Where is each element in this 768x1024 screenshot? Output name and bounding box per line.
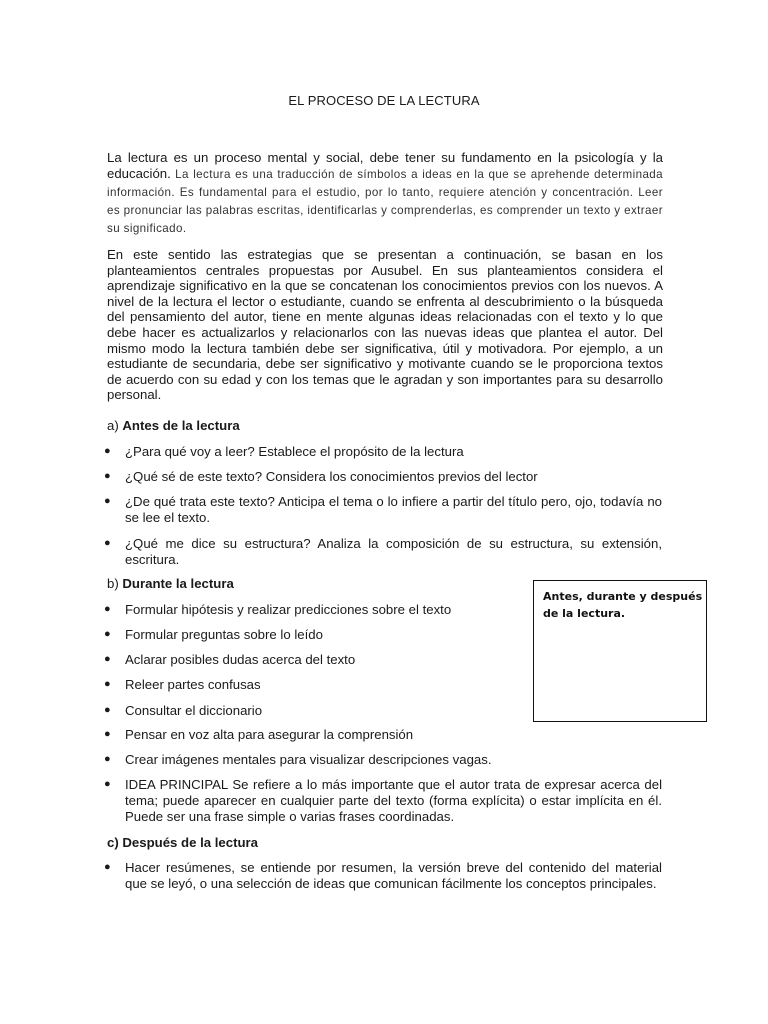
section-b-heading (107, 576, 234, 591)
bullet-icon: ● (104, 778, 111, 790)
bullet-icon: ● (104, 495, 111, 507)
bullet-icon: ● (104, 470, 111, 482)
side-note-text: Antes, durante y después de la lectura. (543, 590, 703, 620)
list-item-text: IDEA PRINCIPAL Se refiere a lo más importante que el autor trata de expresar acerca del tema; puede aparecer en cualquier parte del texto (forma explícita) o estar implícita en él. Puede ser una frase simple o varias frases coordinadas. (125, 777, 662, 824)
list-item-text: Consultar el diccionario (125, 703, 263, 718)
bullet-icon: ● (104, 445, 111, 457)
list-item-text: Formular hipótesis y realizar predicciones sobre el texto (125, 602, 452, 617)
bullet-icon: ● (104, 678, 111, 690)
bullet-icon: ● (104, 628, 111, 640)
bullet-icon: ● (104, 704, 111, 716)
list-item-text: Crear imágenes mentales para visualizar descripciones vagas. (125, 752, 492, 767)
list-item-text: Releer partes confusas (125, 677, 261, 692)
list-item-text: Aclarar posibles dudas acerca del texto (125, 652, 356, 667)
bullet-icon: ● (104, 728, 111, 740)
bullet-icon: ● (104, 653, 111, 665)
section-b-marker: b) (107, 576, 119, 591)
bullet-icon: ● (104, 537, 111, 549)
document-title: EL PROCESO DE LA LECTURA (288, 93, 480, 108)
intro-part2: La lectura es una traducción de símbolos a ideas en la que se aprehende determinada información. Es fundamental para el estudio, por lo tanto, requiere atención y concentración. Leer es pronunciar las palabras escritas, identificarlas y comprenderlas, es comprender un texto y extraer su significado. (107, 167, 663, 235)
list-item-text: ¿Qué me dice su estructura? Analiza la composición de su estructura, su extensión, escritura. (125, 536, 662, 567)
body-paragraph: En este sentido las estrategias que se presentan a continuación, se basan en los planteamientos centrales propuestas por Ausubel. En sus planteamientos considera el aprendizaje significativo en la que se concatenan los conocimientos previos con los nuevos. A nivel de la lectura el lector o estudiante, cuando se enfrenta al descubrimiento o la búsqueda del pensamiento del autor, tiene en mente algunas ideas relacionadas con el texto y lo que debe hacer es actualizarlos y relacionarlos con las nuevas ideas que plantea el autor. Del mismo modo la lectura también debe ser significativa, útil y motivadora. Por ejemplo, a un estudiante de secundaria, debe ser significativo y motivante cuando se le proporciona textos de acuerdo con su edad y con los temas que le agradan y son importantes para su desarrollo personal. (107, 247, 663, 403)
bullet-icon: ● (104, 861, 111, 873)
bullet-icon: ● (104, 603, 111, 615)
section-b-title: Durante la lectura (122, 576, 234, 591)
section-a-marker: a) (107, 418, 119, 433)
list-item-text: ¿De qué trata este texto? Anticipa el tema o lo infiere a partir del título pero, ojo, todavía no se lee el texto. (125, 494, 662, 525)
intro-paragraph (107, 150, 663, 238)
list-item-text: Formular preguntas sobre lo leído (125, 627, 323, 642)
section-a-title: Antes de la lectura (122, 418, 240, 433)
intro-part1: La lectura es un proceso mental y social, debe tener su fundamento en la psicología y la educación. (107, 150, 663, 181)
list-item-text: ¿Qué sé de este texto? Considera los conocimientos previos del lector (125, 469, 538, 484)
section-a-heading (107, 418, 240, 433)
list-item-text: Pensar en voz alta para asegurar la comprensión (125, 727, 414, 742)
section-c-heading: c) Después de la lectura (107, 835, 258, 850)
list-item-text: ¿Para qué voy a leer? Establece el propósito de la lectura (125, 444, 464, 459)
list-item-text: Hacer resúmenes, se entiende por resumen, la versión breve del contenido del material que se leyó, o una selección de ideas que comunican fácilmente los conceptos principales. (125, 860, 662, 891)
bullet-icon: ● (104, 753, 111, 765)
side-note-box (533, 580, 707, 722)
